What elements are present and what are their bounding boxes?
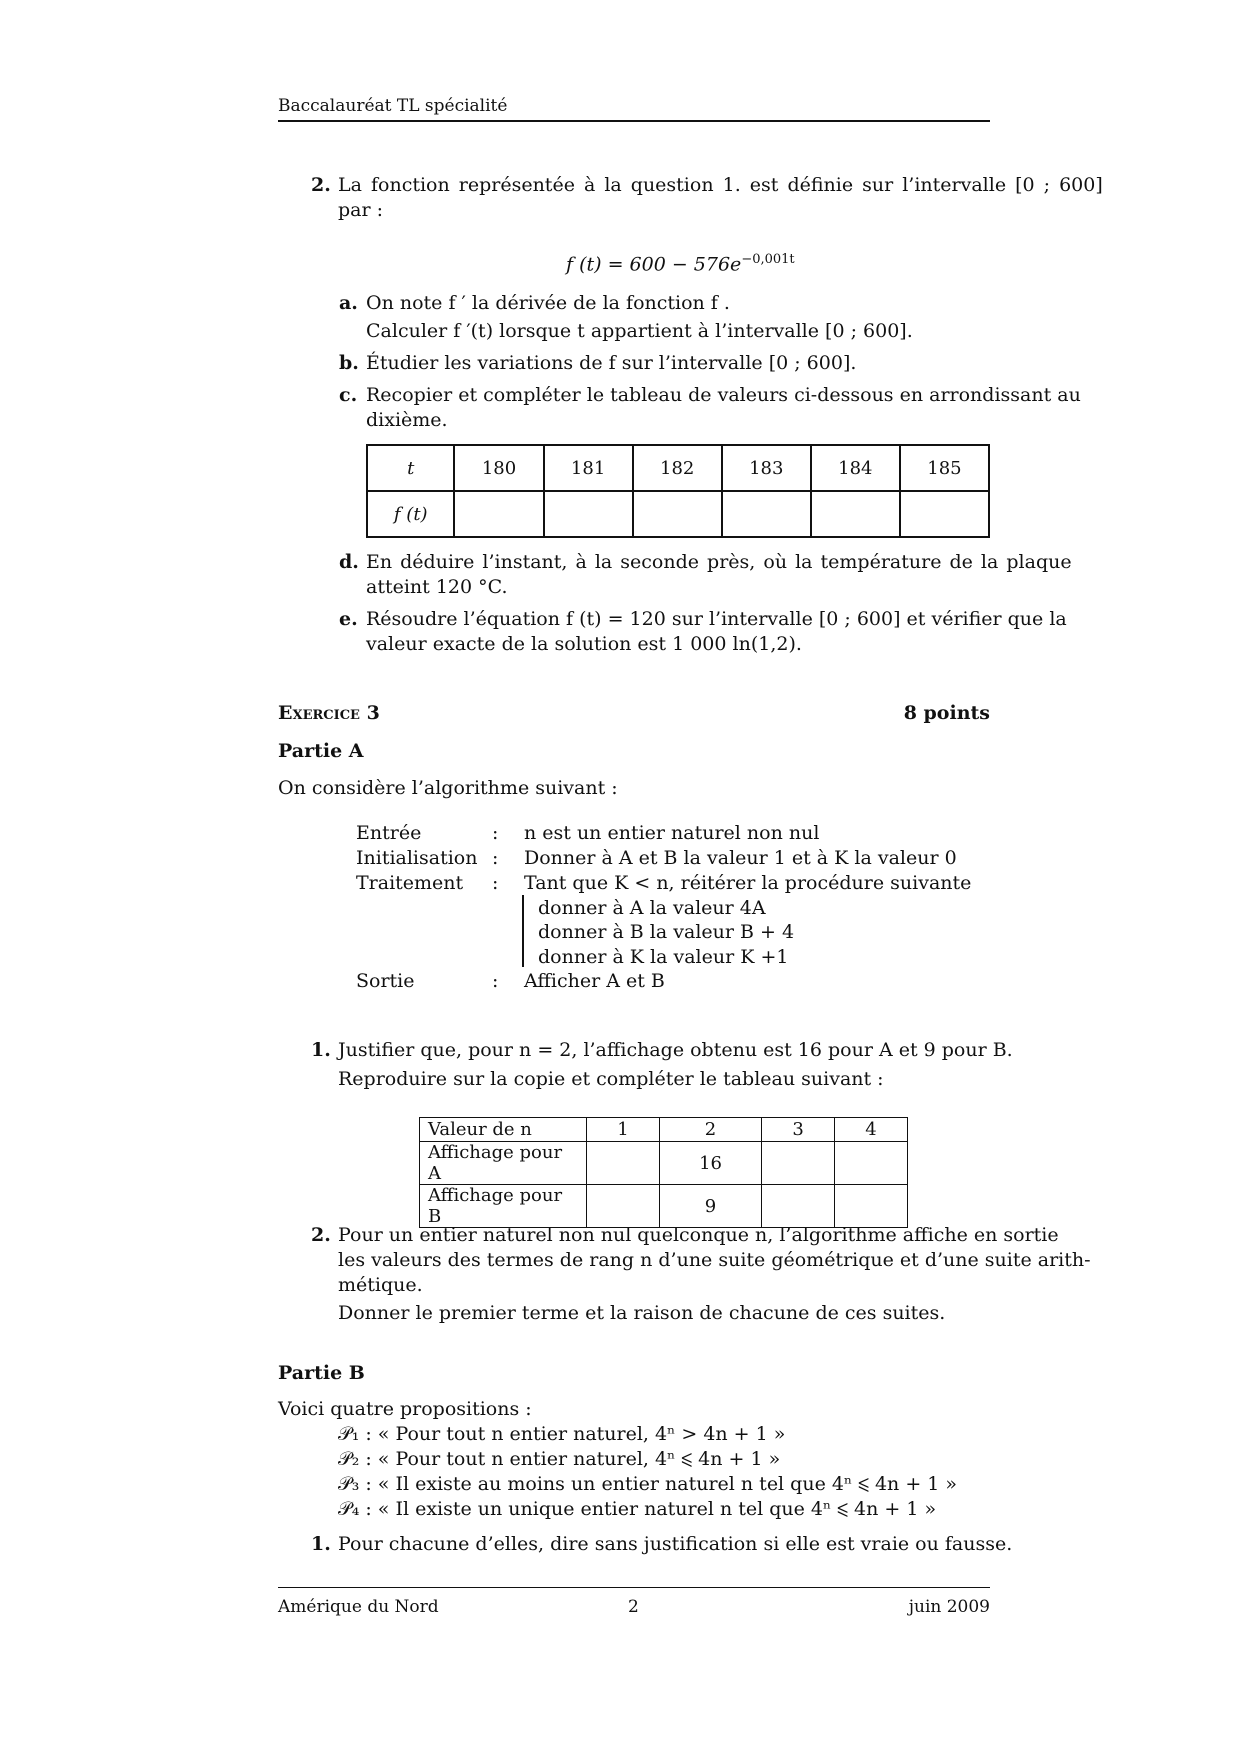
algo-process-label: Traitement — [356, 872, 464, 894]
a-q1-line1: Justifier que, pour n = 2, l’affichage obtenu est 16 pour A et 9 pour B. — [338, 1039, 1013, 1061]
table-cell: 9 — [659, 1185, 761, 1228]
q2b-label: b. — [339, 352, 359, 374]
part-a-intro: On considère l’algorithme suivant : — [278, 777, 618, 799]
table-cell-empty — [544, 491, 633, 537]
algo-init-label: Initialisation — [356, 847, 478, 869]
table-row — [367, 491, 989, 537]
q2c-line2: dixième. — [366, 409, 448, 431]
exercise-points: 8 points — [903, 702, 990, 724]
footer-left: Amérique du Nord — [278, 1597, 439, 1617]
algo-colon: : — [492, 847, 499, 869]
table-header-cell: 3 — [762, 1118, 835, 1142]
table-header-n: Valeur de n — [420, 1118, 587, 1142]
q2e-line2: valeur exacte de la solution est 1 000 ln(1,2). — [366, 633, 802, 655]
footer-right: juin 2009 — [908, 1597, 990, 1617]
a-q2-line3: métique. — [338, 1274, 423, 1296]
formula — [566, 252, 795, 275]
a-q2-line1: Pour un entier naturel non nul quelconque n, l’algorithme affiche en sortie — [338, 1224, 1059, 1246]
q2-number: 2. — [311, 174, 331, 196]
q2a-line2: Calculer f ′(t) lorsque t appartient à l’intervalle [0 ; 600]. — [366, 320, 913, 342]
footer-divider — [278, 1587, 990, 1588]
table-cell-empty — [900, 491, 989, 537]
q2-line1: La fonction représentée à la question 1. est définie sur l’intervalle [0 ; 600] — [338, 174, 1103, 196]
q2a-line1: On note f ′ la dérivée de la fonction f . — [366, 292, 730, 314]
q2d-line2: atteint 120 °C. — [366, 576, 508, 598]
algo-colon: : — [492, 872, 499, 894]
b-q1-text: Pour chacune d’elles, dire sans justification si elle est vraie ou fausse. — [338, 1533, 1013, 1555]
table-cell-ft-label: f (t) — [367, 491, 454, 537]
proposition-3: 𝒫₃ : « Il existe au moins un entier naturel n tel que 4ⁿ ⩽ 4n + 1 » — [338, 1473, 958, 1495]
table-cell-empty — [762, 1142, 835, 1185]
formula-main: f (t) = 600 − 576e — [566, 253, 742, 276]
q2e-label: e. — [339, 608, 358, 630]
algo-init-text: Donner à A et B la valeur 1 et à K la valeur 0 — [524, 847, 957, 869]
algo-input-label: Entrée — [356, 822, 422, 844]
part-b-intro: Voici quatre propositions : — [278, 1398, 532, 1420]
q2c-line1: Recopier et compléter le tableau de valeurs ci-dessous en arrondissant au — [366, 384, 1081, 406]
page-header: Baccalauréat TL spécialité — [278, 96, 990, 122]
footer-page-number: 2 — [628, 1597, 639, 1617]
a-q2-line4: Donner le premier terme et la raison de chacune de ces suites. — [338, 1302, 946, 1324]
table-header-cell: 2 — [659, 1118, 761, 1142]
table-row — [367, 445, 989, 491]
algo-colon: : — [492, 970, 499, 992]
algo-step-2: donner à B la valeur B + 4 — [538, 921, 795, 943]
q2-line2: par : — [338, 199, 384, 221]
q2c-label: c. — [339, 384, 358, 406]
algo-output-label: Sortie — [356, 970, 415, 992]
algo-input-text: n est un entier naturel non nul — [524, 822, 820, 844]
q2b-line1: Étudier les variations de f sur l’intervalle [0 ; 600]. — [366, 352, 857, 374]
table-cell-empty — [587, 1142, 660, 1185]
a-q2-number: 2. — [311, 1224, 331, 1246]
part-a-title: Partie A — [278, 740, 364, 762]
table-cell-t-label: t — [367, 445, 454, 491]
table-cell: 183 — [722, 445, 811, 491]
proposition-2: 𝒫₂ : « Pour tout n entier naturel, 4ⁿ ⩽ 4n + 1 » — [338, 1448, 781, 1470]
table-cell-empty — [454, 491, 543, 537]
table-row — [420, 1142, 908, 1185]
table-cell-empty — [811, 491, 900, 537]
proposition-4: 𝒫₄ : « Il existe un unique entier naturel n tel que 4ⁿ ⩽ 4n + 1 » — [338, 1498, 937, 1520]
algo-process-text: Tant que K < n, réitérer la procédure suivante — [524, 872, 972, 894]
b-q1-number: 1. — [311, 1533, 331, 1555]
algo-step-3: donner à K la valeur K +1 — [538, 946, 789, 968]
table-cell-empty — [762, 1185, 835, 1228]
q2e-line1: Résoudre l’équation f (t) = 120 sur l’intervalle [0 ; 600] et vérifier que la — [366, 608, 1067, 630]
table-header-cell: 4 — [835, 1118, 908, 1142]
algo-output-text: Afficher A et B — [524, 970, 665, 992]
table-row — [420, 1118, 908, 1142]
q2a-label: a. — [339, 292, 358, 314]
table-row — [420, 1185, 908, 1228]
values-table — [366, 444, 990, 538]
table-cell: 182 — [633, 445, 722, 491]
q2d-label: d. — [339, 551, 359, 573]
table-cell: 16 — [659, 1142, 761, 1185]
q2d-line1: En déduire l’instant, à la seconde près, où la température de la plaque — [366, 551, 1072, 573]
algo-loop-bar — [522, 895, 524, 967]
part-b-title: Partie B — [278, 1362, 365, 1384]
table-cell: 181 — [544, 445, 633, 491]
algo-step-1: donner à A la valeur 4A — [538, 897, 766, 919]
table-cell: 180 — [454, 445, 543, 491]
proposition-1: 𝒫₁ : « Pour tout n entier naturel, 4ⁿ > 4n + 1 » — [338, 1423, 786, 1445]
a-q1-number: 1. — [311, 1039, 331, 1061]
algo-results-table — [419, 1117, 908, 1228]
table-cell-empty — [633, 491, 722, 537]
table-cell-empty — [835, 1185, 908, 1228]
a-q1-line2: Reproduire sur la copie et compléter le tableau suivant : — [338, 1068, 884, 1090]
table-header-cell: 1 — [587, 1118, 660, 1142]
algo-colon: : — [492, 822, 499, 844]
exercise-title: Exercice 3 — [278, 702, 380, 724]
formula-exponent: −0,001t — [741, 252, 795, 267]
table-cell: 185 — [900, 445, 989, 491]
table-row-label-b: Affichage pour B — [420, 1185, 587, 1228]
table-cell-empty — [835, 1142, 908, 1185]
table-cell-empty — [722, 491, 811, 537]
table-cell: 184 — [811, 445, 900, 491]
a-q2-line2: les valeurs des termes de rang n d’une suite géométrique et d’une suite arith- — [338, 1249, 1091, 1271]
table-row-label-a: Affichage pour A — [420, 1142, 587, 1185]
table-cell-empty — [587, 1185, 660, 1228]
